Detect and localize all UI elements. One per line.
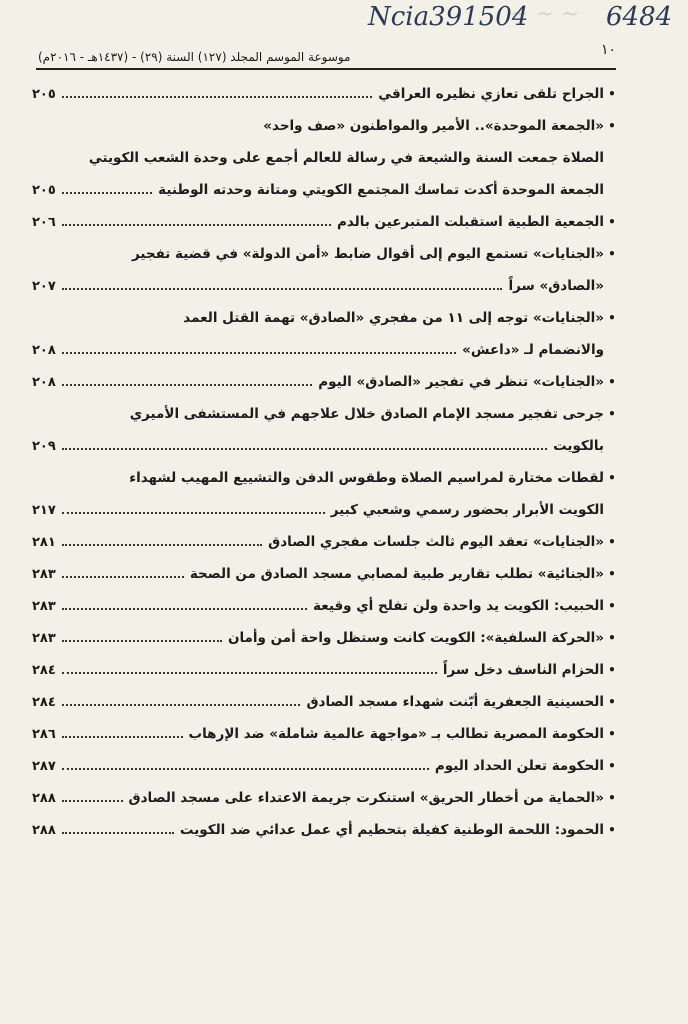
toc-entry-line [30,494,620,526]
toc-entry-title: الجمعية الطبية استقبلت المتبرعين بالدم [336,214,604,230]
toc-entry-line [30,238,620,270]
toc-entry-line [30,622,620,654]
bullet-icon: • [608,87,616,101]
toc-entry-line [30,590,620,622]
bullet-icon: • [608,119,616,133]
page-header [36,40,616,70]
bullet-icon: • [608,663,616,677]
dot-leader [62,352,456,354]
bullet-icon: • [608,471,616,485]
toc-page-number: ٢٨٣ [32,567,56,582]
dot-leader [62,544,262,546]
bullet-icon: • [608,727,616,741]
toc-page-number: ٢٨٨ [32,823,56,838]
toc-entry-title: الحكومة تعلن الحداد اليوم [434,758,604,774]
toc-entry-title: الصلاة جمعت السنة والشيعة في رسالة للعالم أجمع على وحدة الشعب الكويتي [88,150,604,166]
toc-entry [30,590,620,622]
dot-leader [62,288,503,290]
bullet-icon: • [608,311,616,325]
toc-entry [30,78,620,110]
toc-page-number: ٢٨٦ [32,727,56,742]
toc-entry-line [30,398,620,430]
toc-entry [30,782,620,814]
dot-leader [62,448,547,450]
toc-entry-title: «الجنايات» تستمع اليوم إلى أقوال ضابط «أمن الدولة» في قضية تفجير [131,246,604,262]
toc-entry-line [30,814,620,846]
toc-entry-line [30,110,620,142]
toc-entry [30,398,620,462]
table-of-contents [30,78,620,846]
toc-page-number: ٢٨٤ [32,663,56,678]
toc-entry-title: والانضمام لـ «داعش» [462,342,604,358]
handwritten-number: 6484 [606,2,673,32]
toc-entry-line [30,206,620,238]
toc-page-number: ٢٨٧ [32,759,56,774]
toc-entry-title: «الجنائية» تطلب تقارير طبية لمصابي مسجد الصادق من الصحة [189,566,604,582]
toc-page-number: ٢٨١ [32,535,56,550]
dot-leader [62,736,183,738]
toc-entry-title: جرحى تفجير مسجد الإمام الصادق خلال علاجهم في المستشفى الأميري [129,406,604,422]
toc-entry-title: «الجنايات» تعقد اليوم ثالث جلسات مفجري الصادق [268,534,604,550]
toc-page-number: ٢٨٤ [32,695,56,710]
toc-page-number: ٢٠٨ [32,343,56,358]
handwritten-annotation [360,2,680,32]
bullet-icon: • [608,791,616,805]
toc-entry [30,238,620,302]
dot-leader [62,704,301,706]
toc-page-number: ٢٠٩ [32,439,56,454]
toc-page-number: ٢١٧ [32,503,56,518]
faded-stamp-marks: ~ ~ ~ [510,2,580,27]
toc-page-number: ٢٠٥ [32,183,56,198]
toc-entry [30,718,620,750]
toc-entry-line [30,334,620,366]
toc-entry [30,142,620,206]
bullet-icon: • [608,215,616,229]
toc-page-number: ٢٠٥ [32,87,56,102]
toc-entry-title: الحكومة المصرية تطالب بـ «مواجهة عالمية شاملة» ضد الإرهاب [188,726,604,742]
toc-entry-title: الحسينية الجعفرية أبّنت شهداء مسجد الصادق [306,694,604,710]
toc-page-number: ٢٨٣ [32,631,56,646]
toc-entry-title: «الحماية من أخطار الحريق» استنكرت جريمة الاعتداء على مسجد الصادق [128,790,604,806]
toc-entry-title: «الحركة السلفية»: الكويت كانت وستظل واحة أمن وأمان [227,630,604,646]
toc-entry [30,366,620,398]
toc-entry-line [30,750,620,782]
toc-entry-line [30,558,620,590]
toc-entry [30,558,620,590]
toc-entry-line [30,302,620,334]
toc-entry [30,654,620,686]
running-head: موسوعة الموسم المجلد (١٢٧) السنة (٢٩) - (١٤٣٧هـ - ٢٠١٦م) [38,50,351,64]
bullet-icon: • [608,567,616,581]
toc-entry-line [30,654,620,686]
toc-entry-line [30,78,620,110]
dot-leader [62,384,312,386]
bullet-icon: • [608,407,616,421]
toc-entry [30,302,620,366]
toc-entry-line [30,526,620,558]
catalog-code: Ncia391504 [368,2,529,32]
bullet-icon: • [608,247,616,261]
dot-leader [62,576,184,578]
dot-leader [62,192,152,194]
toc-entry [30,750,620,782]
bullet-icon: • [608,759,616,773]
toc-page-number: ٢٠٦ [32,215,56,230]
toc-entry-line [30,366,620,398]
toc-entry-title: الجراح تلقى تعازي نظيره العراقي [378,86,604,102]
toc-entry-title: «الجنايات» توجه إلى ١١ من مفجري «الصادق» تهمة القتل العمد [183,310,604,326]
toc-entry [30,110,620,142]
bullet-icon: • [608,695,616,709]
toc-entry-line [30,782,620,814]
dot-leader [62,512,325,514]
bullet-icon: • [608,823,616,837]
dot-leader [62,800,123,802]
bullet-icon: • [608,535,616,549]
dot-leader [62,96,372,98]
toc-page-number: ٢٨٨ [32,791,56,806]
toc-entry-line [30,686,620,718]
toc-entry-line [30,462,620,494]
toc-entry-line [30,142,620,174]
toc-entry-title: «الصادق» سراً [508,278,604,294]
toc-entry-title: بالكويت [553,438,604,454]
toc-entry-line [30,270,620,302]
toc-entry [30,622,620,654]
dot-leader [62,224,331,226]
toc-page-number: ٢٠٧ [32,279,56,294]
toc-entry [30,462,620,526]
dot-leader [62,640,222,642]
bullet-icon: • [608,631,616,645]
toc-entry-title: الكويت الأبرار بحضور رسمي وشعبي كبير [330,502,604,518]
toc-entry [30,814,620,846]
toc-entry-title: لقطات مختارة لمراسيم الصلاة وطقوس الدفن والتشييع المهيب لشهداء [129,470,604,486]
dot-leader [62,608,307,610]
page-number: ١٠ [600,42,616,58]
toc-entry [30,526,620,558]
dot-leader [62,768,429,770]
toc-entry-title: الجمعة الموحدة أكدت تماسك المجتمع الكويتي ومتانة وحدته الوطنية [158,182,604,198]
toc-entry [30,206,620,238]
toc-page-number: ٢٠٨ [32,375,56,390]
toc-entry-title: الحبيب: الكويت يد واحدة ولن تفلح أي وقيعة [313,598,604,614]
toc-entry-title: «الجنايات» تنظر في تفجير «الصادق» اليوم [318,374,604,390]
toc-entry [30,686,620,718]
dot-leader [62,832,174,834]
bullet-icon: • [608,375,616,389]
toc-entry-line [30,718,620,750]
toc-entry-title: «الجمعة الموحدة».. الأمير والمواطنون «صف واحد» [263,118,604,134]
toc-entry-title: الحمود: اللحمة الوطنية كفيلة بتحطيم أي عمل عدائي ضد الكويت [179,822,604,838]
toc-entry-title: الحزام الناسف دخل سراً [442,662,604,678]
dot-leader [62,672,437,674]
toc-entry-line [30,174,620,206]
toc-entry-line [30,430,620,462]
bullet-icon: • [608,599,616,613]
toc-page-number: ٢٨٣ [32,599,56,614]
